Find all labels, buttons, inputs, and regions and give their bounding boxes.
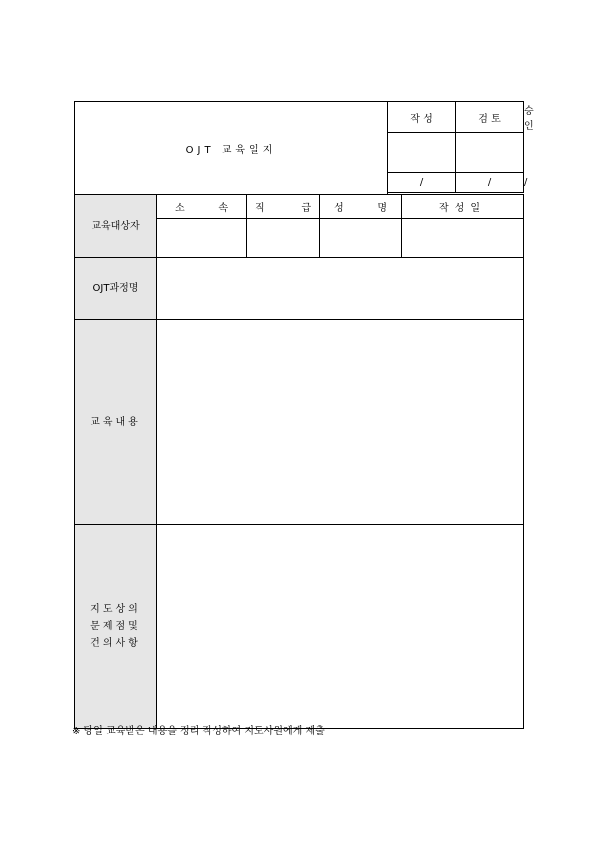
content-field[interactable] xyxy=(157,320,524,525)
form-title: OJT 교육일지 xyxy=(75,102,388,195)
department-header: 소 속 xyxy=(157,195,247,219)
approval-header-author: 작 성 xyxy=(388,102,456,133)
name-field[interactable] xyxy=(320,219,402,258)
name-header: 성 명 xyxy=(320,195,402,219)
approval-date-review[interactable]: / xyxy=(456,173,524,193)
written-date-header: 작성일 xyxy=(402,195,524,219)
written-date-field[interactable] xyxy=(402,219,524,258)
approval-sign-review[interactable] xyxy=(456,133,524,173)
footnote: ※ 당일 교육받은 내용을 정리 작성하여 지도사원에게 제출 xyxy=(72,726,325,737)
rank-field[interactable] xyxy=(247,219,320,258)
ojt-form: OJT 교육일지 작 성 검 토 승 인 / / / 교육대상자 소 속 직 급 성 명 작성일 OJT과정명 교육내용 지도상의 문제점및 건의사항 xyxy=(74,101,524,729)
approval-header-review: 검 토 xyxy=(456,102,524,133)
rank-header: 직 급 xyxy=(247,195,320,219)
issues-field[interactable] xyxy=(157,525,524,729)
course-field[interactable] xyxy=(157,258,524,320)
course-label: OJT과정명 xyxy=(75,258,157,320)
issues-label: 지도상의 문제점및 건의사항 xyxy=(75,525,157,729)
approval-date-author[interactable]: / xyxy=(388,173,456,193)
approval-sign-author[interactable] xyxy=(388,133,456,173)
content-label: 교육내용 xyxy=(75,320,157,525)
department-field[interactable] xyxy=(157,219,247,258)
trainee-label: 교육대상자 xyxy=(75,195,157,258)
